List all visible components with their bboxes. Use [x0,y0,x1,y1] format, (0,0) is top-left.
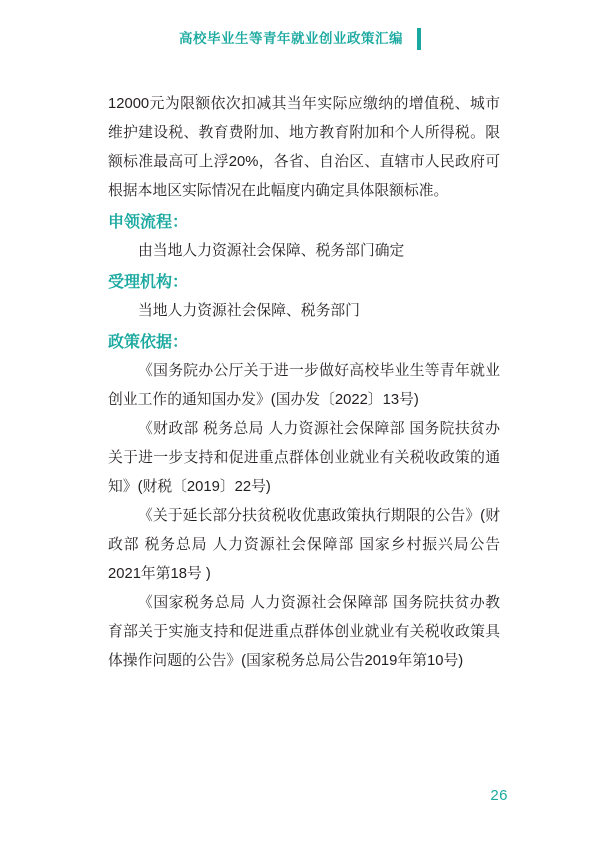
policy-basis-item-2: 《财政部 税务总局 人力资源社会保障部 国务院扶贫办关于进一步支持和促进重点群体创业就业有关税收政策的通知》(财税〔2019〕22号) [108,421,500,495]
header-accent-bar [417,28,421,50]
section-paragraph-handling-agency: 当地人力资源社会保障、税务部门 [138,303,360,319]
section-title-application-process: 申领流程： [108,214,189,231]
page-number: 26 [490,787,508,804]
header-title: 高校毕业生等青年就业创业政策汇编 [179,31,403,47]
page-header [0,26,600,52]
lead-paragraph: 12000元为限额依次扣减其当年实际应缴纳的增值税、城市维护建设税、教育费附加、地方教育附加和个人所得税。限额标准最高可上浮20%，各省、自治区、直辖市人民政府可根据本地区实际情况在此幅度内确定具体限额标准。 [108,96,500,199]
policy-basis-item-4: 《国家税务总局 人力资源社会保障部 国务院扶贫办教育部关于实施支持和促进重点群体创业就业有关税收政策具体操作问题的公告》(国家税务总局公告2019年第10号) [108,595,500,669]
policy-basis-item-3: 《关于延长部分扶贫税收优惠政策执行期限的公告》(财政部 税务总局 人力资源社会保障部 国家乡村振兴局公告2021年第18号 ) [108,508,500,582]
section-title-policy-basis: 政策依据： [108,334,189,351]
page-content [108,90,500,676]
section-title-handling-agency: 受理机构： [108,274,189,291]
policy-basis-item-1: 《国务院办公厅关于进一步做好高校毕业生等青年就业创业工作的通知国办发》(国办发〔2022〕13号) [108,363,500,408]
section-paragraph-application-process: 由当地人力资源社会保障、税务部门确定 [138,243,405,259]
